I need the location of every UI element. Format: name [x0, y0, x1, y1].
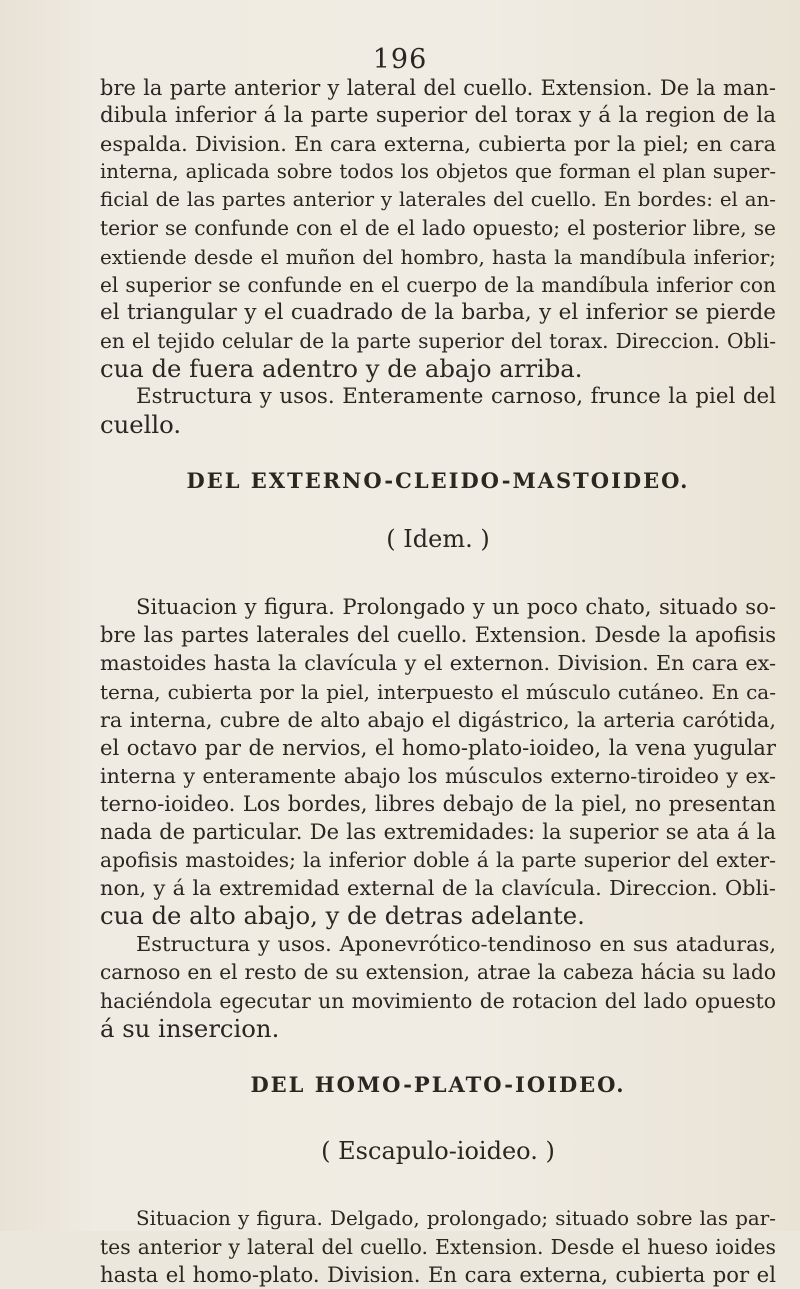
section-subheading: ( Escapulo-ioideo. )	[321, 1136, 555, 1165]
text-line: haciéndola egecutar un movimiento de rotacion del lado opuesto	[100, 988, 776, 1013]
section-heading: DEL EXTERNO-CLEIDO-MASTOIDEO.	[186, 468, 690, 494]
text-line: espalda. Division. En cara externa, cubierta por la piel; en cara	[100, 132, 776, 157]
text-line: bre la parte anterior y lateral del cuello. Extension. De la man-	[100, 76, 776, 100]
text-line: ficial de las partes anterior y laterales del cuello. En bordes: el an-	[100, 188, 776, 212]
text-line: apofisis mastoides; la inferior doble á la parte superior del exter-	[100, 848, 776, 873]
text-line: el triangular y el cuadrado de la barba, y el inferior se pierde	[100, 299, 776, 325]
text-line: non, y á la extremidad external de la clavícula. Direccion. Obli-	[100, 876, 776, 901]
text-line: Situacion y figura. Delgado, prolongado; situado sobre las par-	[136, 1206, 776, 1230]
text-line: interna y enteramente abajo los músculos externo-tiroideo y ex-	[100, 763, 776, 788]
text-line: mastoides hasta la clavícula y el externon. Division. En cara ex-	[100, 651, 776, 676]
section-heading: DEL HOMO-PLATO-IOIDEO.	[250, 1071, 626, 1097]
text-line: Estructura y usos. Enteramente carnoso, frunce la piel del	[136, 384, 776, 410]
text-line: interna, aplicada sobre todos los objetos que forman el plan super-	[100, 160, 776, 184]
text-line: el superior se confunde en el cuerpo de la mandíbula inferior con	[100, 272, 776, 297]
text-line: nada de particular. De las extremidades: la superior se ata á la	[100, 819, 776, 844]
text-line: bre las partes laterales del cuello. Extension. Desde la apofisis	[100, 622, 776, 648]
section-subheading: ( Idem. )	[386, 525, 490, 554]
text-line: Estructura y usos. Aponevrótico-tendinoso en sus ataduras,	[136, 932, 776, 957]
text-line: terno-ioideo. Los bordes, libres debajo de la piel, no presentan	[100, 790, 776, 816]
text-line: cua de alto abajo, y de detras adelante.	[100, 901, 585, 931]
page-text	[100, 74, 776, 1289]
text-line: Situacion y figura. Prolongado y un poco chato, situado so-	[136, 594, 776, 620]
text-line: terior se confunde con el de el lado opuesto; el posterior libre, se	[100, 216, 776, 241]
text-line: ra interna, cubre de alto abajo el digástrico, la arteria carótida,	[100, 707, 776, 732]
paragraph-cutaneo	[100, 74, 776, 439]
paragraph-externo-cleido-mastoideo	[100, 593, 776, 1043]
text-line: carnoso en el resto de su extension, atrae la cabeza hácia su lado	[100, 960, 776, 985]
text-line: hasta el homo-plato. Division. En cara externa, cubierta por el	[100, 1261, 776, 1287]
text-line: el octavo par de nervios, el homo-plato-ioideo, la vena yugular	[100, 734, 776, 760]
text-line: cua de fuera adentro y de abajo arriba.	[100, 353, 583, 383]
text-line: dibula inferior á la parte superior del torax y á la region de la	[100, 103, 776, 129]
text-line: á su insercion.	[100, 1013, 280, 1043]
paragraph-homo-plato-ioideo	[100, 1205, 776, 1289]
text-line: extiende desde el muñon del hombro, hasta la mandíbula inferior;	[100, 244, 776, 269]
text-line: cuello.	[100, 410, 182, 440]
text-line: en el tejido celular de la parte superior del torax. Direccion. Obli-	[100, 328, 776, 353]
text-line: terna, cubierta por la piel, interpuesto el músculo cutáneo. En ca-	[100, 679, 776, 704]
page-number: 196	[372, 44, 428, 75]
text-line: tes anterior y lateral del cuello. Extension. Desde el hueso ioides	[100, 1234, 776, 1259]
